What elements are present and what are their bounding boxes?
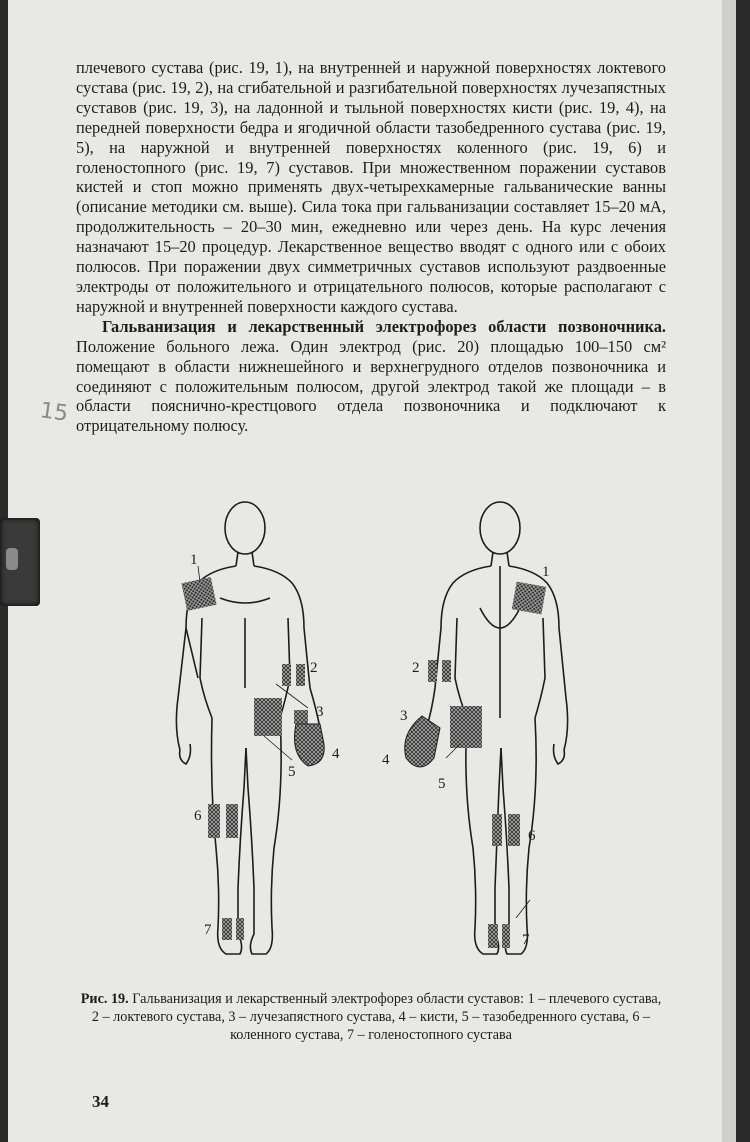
back-head [480, 502, 520, 554]
back-label-3: 3 [400, 708, 408, 724]
front-label-4: 4 [332, 746, 340, 762]
page-clip [0, 518, 40, 606]
back-electrode-ankle-a [488, 924, 498, 948]
back-left-torso [455, 618, 467, 718]
caption-label: Рис. 19. [80, 991, 129, 1007]
front-left-torso [200, 618, 212, 718]
back-right-torso [535, 618, 545, 718]
back-electrode-knee-a [492, 814, 502, 846]
back-label-7: 7 [522, 932, 530, 948]
back-label-5: 5 [438, 776, 446, 792]
paragraph-body: Положение больного лежа. Один электрод (рис. 20) площадью 100–150 см² помещают в области нижнешейного и верхнегрудного отделов позвоночника и соединяют с положительным полюсом, другой электрод такой же площади – в области пояснично-крестцового отдела позвоночника и подключают к отрицательному полюсу. [76, 336, 666, 436]
front-label-1: 1 [190, 552, 198, 568]
back-electrode-hip [450, 706, 482, 748]
front-label-6: 6 [194, 808, 202, 824]
back-left-arm-outer [426, 566, 491, 730]
front-chest-line [220, 598, 270, 603]
paragraph-spine [76, 317, 666, 436]
front-label-5: 5 [288, 764, 296, 780]
front-electrode-wrist [294, 710, 308, 724]
front-electrode-ankle-b [236, 918, 244, 940]
back-label-1: 1 [542, 564, 550, 580]
front-electrode-ankle-a [222, 918, 232, 940]
page-number: 34 [92, 1092, 109, 1111]
back-electrode-ankle-b [502, 924, 510, 948]
front-electrode-knee-b [226, 804, 238, 838]
back-label-6: 6 [528, 828, 536, 844]
paragraph-joints: плечевого сустава (рис. 19, 1), на внутренней и наружной поверхностях локтевого сустава (рис. 19, 2), на сгибательной и разгибательной поверхностях лучезапястных суставов (рис. 19, 3), на ладонной и тыльной поверхностях кисти (рис. 19, 4), на передней поверхности бедра и ягодичной области тазобедренного сустава (рис. 19, 5), на наружной и внутренней поверхностях коленного (рис. 19, 6) и голеностопного (рис. 19, 7) суставов. При множественном поражении суставов кистей и стоп можно применять двух-четырехкамерные гальванические ванны (описание методики см. выше). Сила тока при гальванизации составляет 15–20 мА, продолжительность – 20–30 мин, ежедневно или через день. На курс лечения назначают 15–20 процедур. Лекарственное вещество вводят с одного или с обоих полюсов. При поражении двух симметричных суставов используют раздвоенные электроды от положительного и отрицательного полюсов, которые располагают с наружной и внутренней поверхности каждого сустава. [76, 58, 666, 316]
figure-19-illustration [150, 488, 590, 978]
back-electrode-knee-b [508, 814, 520, 846]
page-spine-edge [722, 0, 736, 1142]
front-electrode-shoulder [181, 577, 216, 611]
front-electrode-knee-a [208, 804, 220, 838]
margin-pencil-note: 15 [38, 398, 70, 427]
caption-text: Гальванизация и лекарственный электрофорез области суставов: 1 – плечевого сустава, 2 – локтевого сустава, 3 – лучезапястного сустава, 4 – кисти, 5 – тазобедренного сустава, 6 – коленного сустава, 7 – голеностопного сустава [91, 991, 662, 1043]
back-electrode-shoulder [512, 582, 546, 615]
front-electrode-hand [295, 724, 325, 766]
back-right-hand [554, 744, 565, 764]
paragraph-heading: Гальванизация и лекарственный электрофорез области позвоночника. [102, 316, 666, 336]
body-text [76, 58, 666, 436]
front-right-leg [246, 718, 281, 954]
back-electrode-elbow-a [428, 660, 437, 682]
front-left-hand [180, 628, 198, 764]
front-electrode-hip [254, 698, 282, 736]
back-label-2: 2 [412, 660, 420, 676]
front-electrode-elbow-a [282, 664, 291, 686]
back-electrode-elbow-b [442, 660, 451, 682]
front-label-7: 7 [204, 922, 212, 938]
front-head [225, 502, 265, 554]
front-electrode-elbow-b [296, 664, 305, 686]
front-label-3: 3 [316, 704, 324, 720]
back-electrode-hand [405, 716, 440, 767]
front-label-2: 2 [310, 660, 318, 676]
clip-hole [6, 548, 18, 570]
back-label-4: 4 [382, 752, 390, 768]
figure-caption [76, 990, 666, 1044]
